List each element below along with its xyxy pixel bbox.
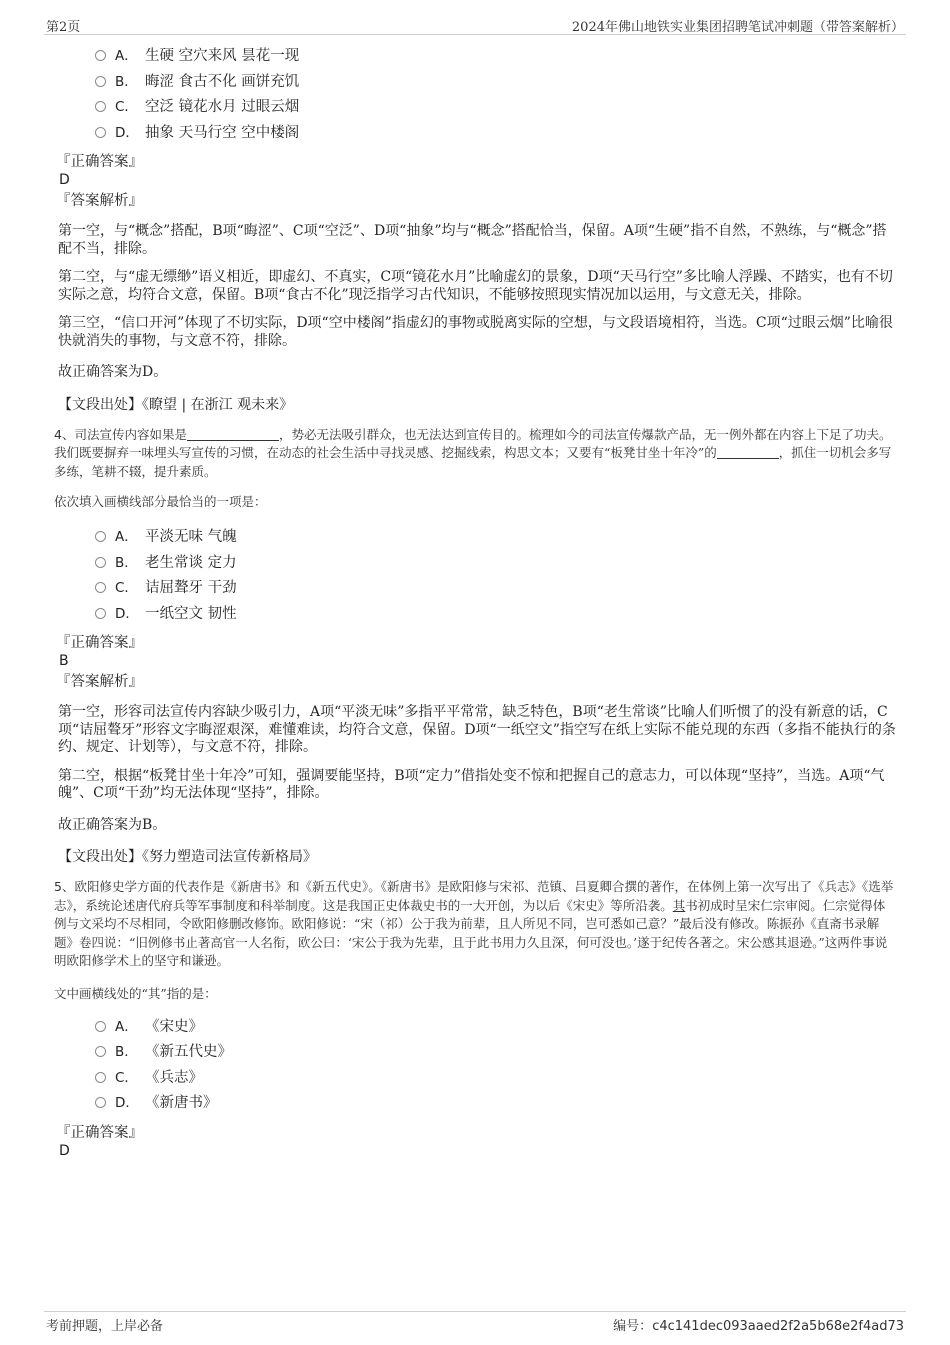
page-footer bbox=[44, 1311, 906, 1340]
q5-stem: 5、欧阳修史学方面的代表作是《新唐书》和《新五代史》。《新唐书》是欧阳修与宋祁、范镇、吕夏卿合撰的著作，在体例上第一次写出了《兵志》《选举志》，系统论述唐代府兵等军事制度和科举制度。这是我国正史体裁史书的一大开创，为以后《宋史》等所沿袭。其书初成时呈宋仁宗审阅。仁宗觉得体例与文采均不尽相同，令欧阳修删改修饰。欧阳修说：“宋（祁）公于我为前辈，且人所见不同，岂可悉如己意？”最后没有修改。陈振孙《直斋书录解题》卷四说：“旧例修书止著高官一人名衔，欧公曰：‘宋公于我为先辈，且于此书用力久且深，何可没也。’遂于纪传各著之。宋公感其退逊。”这两件事说明欧阳修学术上的坚守和谦逊。 bbox=[54, 879, 894, 968]
q4-prompt: 依次填入画横线部分最恰当的一项是： bbox=[54, 494, 267, 509]
q3-analysis-3: 第三空，“信口开河”体现了不切实际，D项“空中楼阁”指虚幻的事物或脱离实际的空想，与文段语境相符，当选。C项“过眼云烟”比喻很快就消失的事物，与文意不符，排除。 bbox=[58, 315, 893, 349]
page-number: 第2页 bbox=[46, 20, 81, 35]
q5-option-d[interactable]: D． 《新唐书》 bbox=[95, 1091, 897, 1117]
radio-icon[interactable] bbox=[95, 1046, 106, 1057]
document-title: 2024年佛山地铁实业集团招聘笔试冲刺题（带答案解析） bbox=[571, 20, 904, 35]
q3-answer: D bbox=[59, 172, 70, 188]
q4-option-b[interactable]: B． 老生常谈 定力 bbox=[95, 551, 897, 577]
q5-answer: D bbox=[59, 1142, 70, 1159]
radio-icon[interactable] bbox=[95, 582, 106, 593]
q4-answer: B bbox=[59, 653, 69, 669]
radio-icon[interactable] bbox=[95, 608, 106, 619]
q4-analysis-1: 第一空，形容司法宣传内容缺少吸引力，A项“平淡无味”多指平平常常，缺乏特色，B项“老生常谈”比喻人们听惯了的没有新意的话，C项“诘屈聱牙”形容文字晦涩艰深，难懂难读，均符合文意，保留。D项“一纸空文”指空写在纸上实际不能兑现的东西（多指不能执行的条约、规定、计划等），与文意不符，排除。 bbox=[58, 704, 896, 755]
answer-blank bbox=[717, 445, 779, 459]
q4-stem: 4、司法宣传内容如果是 ，势必无法吸引群众，也无法达到宣传目的。梳理如今的司法宣传爆款产品，无一例外都在内容上下足了功夫。我们既要摒弃一味埋头写宣传的习惯，在动态的社会生活中寻找灵感、挖掘线索，构思文本；又要有“板凳甘坐十年冷”的 ，抓住一切机会多写多练，笔耕不辍，提升素质。 bbox=[54, 426, 892, 479]
q5-option-b[interactable]: B． 《新五代史》 bbox=[95, 1040, 897, 1066]
q3-analysis-4: 故正确答案为D。 bbox=[58, 364, 168, 380]
document-body bbox=[54, 38, 897, 1160]
q5-prompt: 文中画横线处的“其”指的是： bbox=[54, 985, 217, 1001]
radio-icon[interactable] bbox=[95, 557, 106, 568]
q3-source: 【文段出处】《瞭望 | 在浙江 观未来》 bbox=[58, 396, 294, 413]
q3-analysis-2: 第二空，与“虚无缥缈”语义相近，即虚幻、不真实，C项“镜花水月”比喻虚幻的景象，D项“天马行空”多比喻人浮躁、不踏实，也有不切实际之意，均符合文意，保留。B项“食古不化”现泛指学习古代知识，不能够按照现实情况加以运用，与文意无关，排除。 bbox=[58, 269, 893, 303]
radio-icon[interactable] bbox=[95, 50, 106, 61]
q4-source: 【文段出处】《努力塑造司法宣传新格局》 bbox=[58, 849, 317, 865]
q4-analysis-2: 第二空，根据“板凳甘坐十年冷”可知，强调要能坚持，B项“定力”借指处变不惊和把握自己的意志力，可以体现“坚持”，当选。A项“气魄”、C项“干劲”均无法体现“坚持”，排除。 bbox=[58, 767, 885, 801]
q5-option-c[interactable]: C． 《兵志》 bbox=[95, 1066, 897, 1092]
radio-icon[interactable] bbox=[95, 127, 106, 138]
q4-option-c[interactable]: C． 诘屈聱牙 干劲 bbox=[95, 576, 897, 602]
q5-options bbox=[95, 1015, 897, 1117]
q4-options bbox=[95, 525, 897, 627]
q5-correct-label: 『正确答案』 bbox=[56, 1124, 143, 1141]
q4-option-d[interactable]: D． 一纸空文 韧性 bbox=[95, 602, 897, 628]
q4-correct-label: 『正确答案』 bbox=[56, 635, 143, 651]
q3-options bbox=[95, 44, 897, 146]
q3-option-b[interactable]: B． 晦涩 食古不化 画饼充饥 bbox=[95, 70, 897, 96]
q3-option-c[interactable]: C． 空泛 镜花水月 过眼云烟 bbox=[95, 95, 897, 121]
answer-blank bbox=[187, 427, 279, 441]
q3-correct-label: 『正确答案』 bbox=[56, 154, 143, 170]
radio-icon[interactable] bbox=[95, 531, 106, 542]
q3-analysis-1: 第一空，与“概念”搭配，B项“晦涩”、C项“空泛”、D项“抽象”均与“概念”搭配恰当，保留。A项“生硬”指不自然，不熟练，与“概念”搭配不当，排除。 bbox=[58, 223, 887, 257]
underlined-word: 其 bbox=[672, 897, 686, 913]
radio-icon[interactable] bbox=[95, 76, 106, 87]
document-code: c4c141dec093aaed2f2a5b68e2f4ad73 bbox=[652, 1319, 904, 1334]
radio-icon[interactable] bbox=[95, 1072, 106, 1083]
footer-code: 编号：c4c141dec093aaed2f2a5b68e2f4ad73 bbox=[613, 1319, 904, 1334]
q4-analysis-label: 『答案解析』 bbox=[56, 674, 143, 690]
q3-analysis-label: 『答案解析』 bbox=[56, 193, 143, 209]
q4-analysis-3: 故正确答案为B。 bbox=[58, 816, 167, 833]
q3-option-d[interactable]: D． 抽象 天马行空 空中楼阁 bbox=[95, 121, 897, 147]
q4-option-a[interactable]: A． 平淡无味 气魄 bbox=[95, 525, 897, 551]
footer-slogan: 考前押题，上岸必备 bbox=[46, 1319, 164, 1334]
radio-icon[interactable] bbox=[95, 1097, 106, 1108]
page-header bbox=[44, 14, 906, 35]
radio-icon[interactable] bbox=[95, 1021, 106, 1032]
q3-option-a[interactable]: A． 生硬 空穴来风 昙花一现 bbox=[95, 44, 897, 70]
q5-option-a[interactable]: A． 《宋史》 bbox=[95, 1015, 897, 1041]
radio-icon[interactable] bbox=[95, 101, 106, 112]
